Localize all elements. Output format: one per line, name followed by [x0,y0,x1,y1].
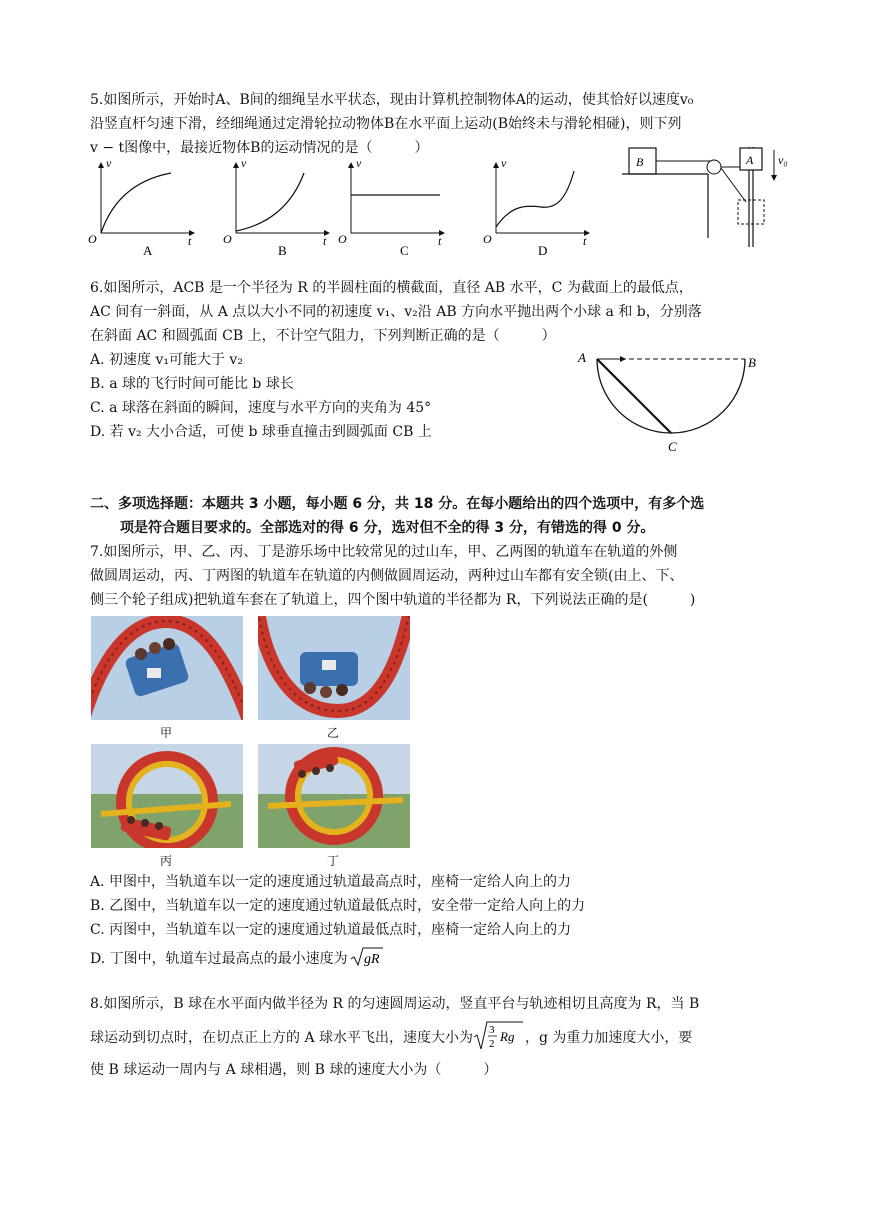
incline-ac [597,359,671,433]
curve-b [236,173,304,231]
axis-v-d: v [501,156,507,170]
q7-line-1: 7.如图所示，甲、乙、丙、丁是游乐场中比较常见的过山车，甲、乙两图的轨道车在轨道的外侧 [90,544,678,560]
caption-jia: 甲 [159,726,172,740]
q6-option-b: B. a 球的飞行时间可能比 b 球长 [90,376,294,392]
q6-line-1: 6.如图所示，ACB 是一个半径为 R 的半圆柱面的横截面，直径 AB 水平，C 为截面上的最低点， [90,280,693,296]
section-2-heading-1: 二、多项选择题：本题共 3 小题，每小题 6 分，共 18 分。在每小题给出的四个选项中，有多个选 [90,496,705,512]
axis-t-c: t [438,234,442,248]
caption-ding: 丁 [326,854,339,868]
photo-ding [258,744,410,848]
graph-label-d: D [538,243,548,258]
axis-t-d: t [583,234,587,248]
q8-line-1: 8.如图所示，B 球在水平面内做半径为 R 的匀速圆周运动，竖直平台与轨迹相切且高度为 R，当 B [90,996,700,1012]
string-slanted [721,168,746,202]
q5-line-3: v − t图像中，最接近物体B的运动情况的是（ ） [90,140,429,156]
graph-a [88,156,194,258]
origin-d: O [483,232,492,246]
rg-text: Rg [500,1029,515,1044]
point-c: C [668,439,677,454]
point-a: A [578,350,586,365]
photo-jia [91,616,243,720]
sqrt-gr-text: gR [363,952,380,967]
velocity-label: v₀ [778,153,788,167]
q6-option-a: A. 初速度 v₁可能大于 v₂ [90,352,243,368]
q6-option-c: C. a 球落在斜面的瞬间，速度与水平方向的夹角为 45° [90,400,432,416]
q6-semicircle-diagram [570,345,770,460]
curve-d [496,171,574,227]
q7-option-a: A. 甲图中，当轨道车以一定的速度通过轨道最高点时，座椅一定给人向上的力 [90,874,572,890]
q7-line-2: 做圆周运动，丙、丁两图的轨道车在轨道的内侧做圆周运动，两种过山车都有安全锁(由上、下、 [90,568,684,584]
q8-line-3: 使 B 球运动一周内与 A 球相遇，则 B 球的速度大小为（ ） [90,1062,498,1078]
sqrt-gr [350,946,384,969]
q8-line-2-pre: 球运动到切点时，在切点正上方的 A 球水平飞出，速度大小为 [90,1030,474,1046]
caption-bing: 丙 [159,854,172,868]
graph-label-b: B [278,243,287,258]
photo-yi [258,616,410,720]
axis-v-a: v [106,156,112,170]
axis-t-a: t [188,234,192,248]
origin-b: O [223,232,232,246]
q7-option-c: C. 丙图中，当轨道车以一定的速度通过轨道最低点时，座椅一定给人向上的力 [90,922,572,938]
q8-line-2-post: ，g 为重力加速度大小，要 [525,1030,693,1046]
q6-line-2: AC 间有一斜面，从 A 点以大小不同的初速度 v₁、v₂沿 AB 方向水平抛出两个小球 a 和 b，分别落 [90,304,702,320]
photo-bing [91,744,243,848]
graph-b [223,156,329,258]
q8-line-2 [90,1020,692,1050]
curve-a [101,173,171,233]
q7-option-b: B. 乙图中，当轨道车以一定的速度通过轨道最低点时，安全带一定给人向上的力 [90,898,586,914]
q7-line-3: 侧三个轮子组成)把轨道车套在了轨道上，四个图中轨道的半径都为 R，下列说法正确的是( ) [90,592,696,608]
graph-label-a: A [143,243,153,258]
block-a-later [738,200,764,224]
graph-d [483,156,589,258]
q5-vt-graphs [86,155,606,260]
block-b-label: B [636,155,644,169]
semicircle-arc [597,359,745,433]
axis-v-b: v [241,156,247,170]
section-2-heading-2: 项是符合题目要求的。全部选对的得 6 分，选对但不全的得 3 分，有错选的得 0 分。 [120,520,655,536]
axis-t-b: t [323,234,327,248]
q6-line-3: 在斜面 AC 和圆弧面 CB 上，不计空气阻力，下列判断正确的是（ ） [90,328,556,344]
caption-yi: 乙 [326,726,339,740]
q7-option-d-text: D. 丁图中，轨道车过最高点的最小速度为 [90,951,348,967]
q5-line-1: 5.如图所示，开始时A、B间的细绳呈水平状态，现由计算机控制物体A的运动，使其恰好以速度v₀ [90,92,694,108]
origin-a: O [88,232,97,246]
frac-numerator: 3 [489,1024,495,1036]
block-a-label: A [746,153,754,167]
q7-option-d [90,946,384,969]
frac-denominator: 2 [489,1038,495,1050]
pulley-icon [707,160,721,174]
graph-c [338,156,444,258]
point-b: B [748,355,756,370]
q5-line-2: 沿竖直杆匀速下滑，经细绳通过定滑轮拉动物体B在水平面上运动(B始终未与滑轮相碰)，则下列 [90,116,682,132]
q6-option-d: D. 若 v₂ 大小合适，可使 b 球垂直撞击到圆弧面 CB 上 [90,424,432,440]
sqrt-frac-rg [473,1020,525,1052]
origin-c: O [338,232,347,246]
q5-pulley-diagram [622,142,802,252]
graph-label-c: C [400,243,409,258]
axis-v-c: v [356,156,362,170]
